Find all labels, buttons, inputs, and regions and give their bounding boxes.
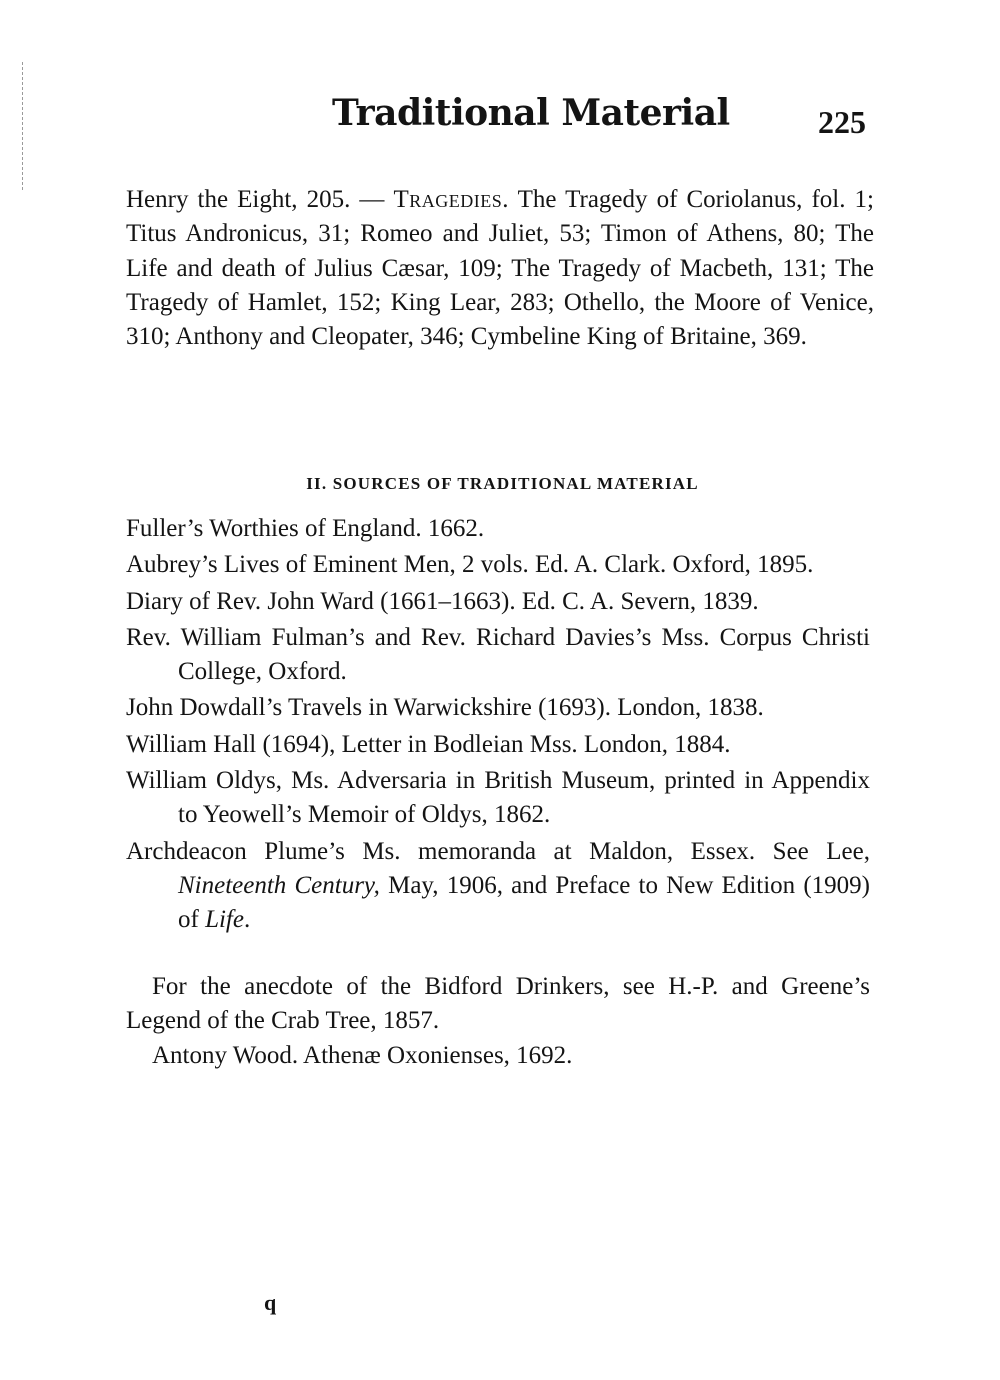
source-entry: William Hall (1694), Letter in Bodleian Mss. London, 1884. bbox=[126, 730, 731, 758]
section-heading: II. SOURCES OF TRADITIONAL MATERIAL bbox=[306, 474, 699, 493]
plume-journal: Nineteenth Century, bbox=[178, 871, 380, 899]
tragedies-lead: Henry the Eight, 205. — bbox=[126, 186, 394, 213]
sources-list bbox=[126, 512, 870, 940]
running-head bbox=[0, 92, 1000, 152]
note-bidford: For the anecdote of the Bidford Drinkers, see H.-P. and Greene’s Legend of the Crab Tree, 1857. bbox=[126, 973, 870, 1035]
page-number: 225 bbox=[818, 104, 866, 140]
source-entry: William Oldys, Ms. Adversaria in British Museum, printed in Appendix to Yeowell’s Memoir of Oldys, 1862. bbox=[126, 767, 870, 829]
source-entry-plume bbox=[126, 835, 870, 938]
notes bbox=[126, 970, 870, 1073]
plume-mid: May, 1906, and Preface to New Edition (1909) of bbox=[178, 871, 870, 934]
tragedies-list: The Tragedy of Coriolanus, fol. 1; Titus Andronicus, 31; Romeo and Juliet, 53; Timon of Athens, 80; The Life and death of Julius Cæsar, 109; The Tragedy of Macbeth, 131; The Tragedy of Hamlet, 152; King Lear, 283; Othello, the Moore of Venice, 310; Anthony and Cleopater, 346; Cymbeline King of Britaine, 369. bbox=[126, 186, 874, 351]
tragedies-paragraph bbox=[126, 183, 874, 354]
plume-end: . bbox=[243, 906, 251, 934]
source-entry: Diary of Rev. John Ward (1661–1663). Ed. C. A. Severn, 1839. bbox=[126, 587, 759, 615]
source-entry: Rev. William Fulman’s and Rev. Richard Davies’s Mss. Corpus Christi College, Oxford. bbox=[126, 623, 870, 686]
note-wood: Antony Wood. Athenæ Oxonienses, 1692. bbox=[152, 1041, 573, 1069]
signature-mark: q bbox=[264, 1290, 277, 1315]
plume-book: Life bbox=[205, 906, 244, 934]
source-entry: Fuller’s Worthies of England. 1662. bbox=[126, 515, 485, 542]
running-title: Traditional Material bbox=[332, 92, 730, 134]
source-entry: John Dowdall’s Travels in Warwickshire (1693). London, 1838. bbox=[126, 694, 764, 722]
plume-lead: Archdeacon Plume’s Ms. memoranda at Maldon, Essex. See Lee, bbox=[126, 837, 870, 865]
tragedies-label: Tragedies. bbox=[393, 186, 510, 213]
source-entry: Aubrey’s Lives of Eminent Men, 2 vols. Ed. A. Clark. Oxford, 1895. bbox=[126, 551, 814, 579]
